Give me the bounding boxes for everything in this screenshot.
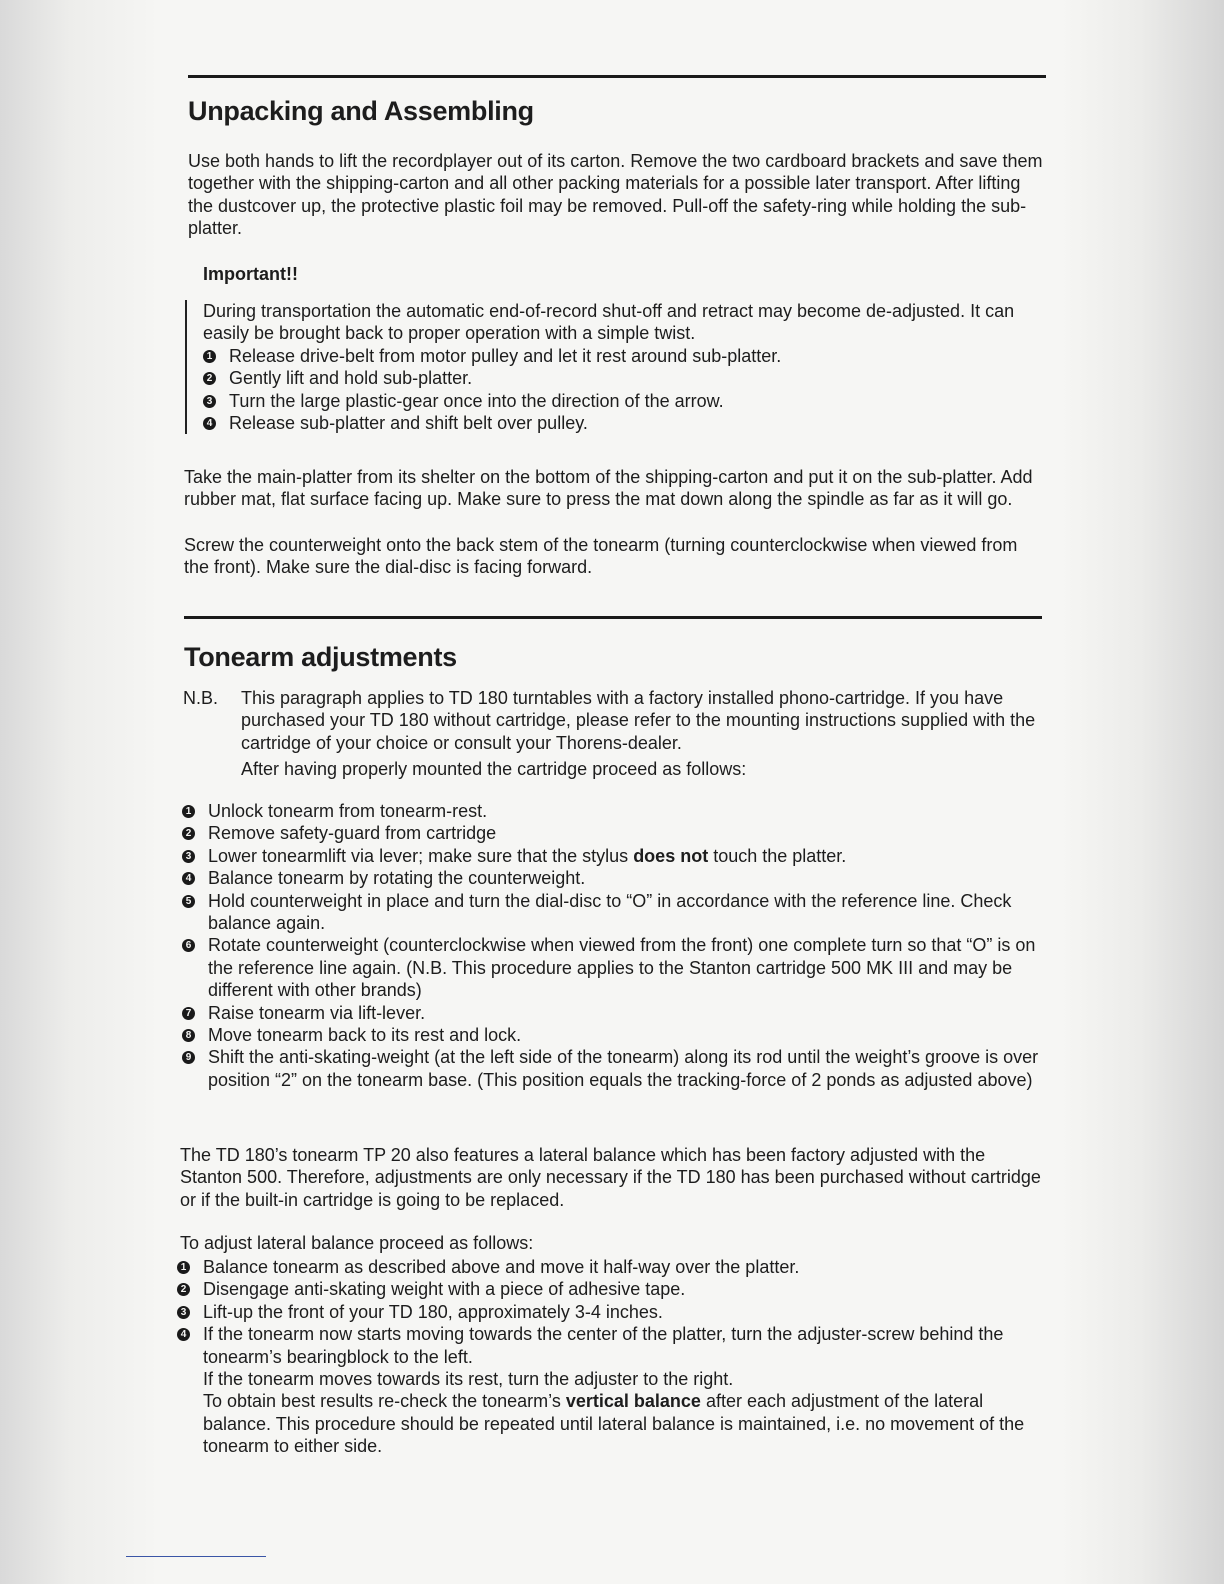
lateral-balance-lead: To adjust lateral balance proceed as follows:: [180, 1233, 534, 1253]
step-number-badge: 3: [182, 850, 195, 863]
section-divider-top: [188, 75, 1046, 78]
nb-followup: After having properly mounted the cartridge proceed as follows:: [241, 759, 747, 779]
step-number-badge: 4: [203, 417, 216, 430]
important-text: During transportation the automatic end-of-record shut-off and retract may become de-adjusted. It can easily be brought back to proper operation with a simple twist.: [203, 301, 1015, 344]
step-emphasis: does not: [633, 845, 709, 866]
nb-paragraph: This paragraph applies to TD 180 turntables with a factory installed phono-cartridge. If you have purchased your TD 180 without cartridge, please refer to the mounting instructions supplied with the cartridge of your choice or consult your Thorens-dealer.: [241, 688, 1036, 753]
step-number-badge: 3: [177, 1306, 190, 1319]
list-item: [177, 1323, 1043, 1457]
step-text: Gently lift and hold sub-platter.: [229, 368, 473, 389]
list-item: [203, 390, 1068, 412]
step-text: Hold counterweight in place and turn the dial-disc to “O” in accordance with the reference line. Check balance again.: [208, 890, 1012, 934]
step-number-badge: 1: [182, 805, 195, 818]
list-item: [182, 1002, 1048, 1024]
step-number-badge: 4: [182, 872, 195, 885]
step-text: Remove safety-guard from cartridge: [208, 823, 497, 844]
list-item: [203, 367, 1068, 389]
step-number-badge: 2: [203, 372, 216, 385]
step-text: If the tonearm moves towards its rest, turn the adjuster to the right.: [203, 1369, 734, 1390]
list-item: [177, 1256, 1043, 1278]
step-text-part: after each adjustment of the lateral balance. This procedure should be repeated until lateral balance is maintained, i.e. no movement of the tonearm to either side.: [203, 1391, 1025, 1457]
step-text: [203, 1390, 1043, 1457]
step-text: Release sub-platter and shift belt over pulley.: [229, 413, 588, 434]
list-item: [203, 345, 1068, 367]
step-number-badge: 1: [177, 1261, 190, 1274]
step-number-badge: 4: [177, 1328, 190, 1341]
step-number-badge: 3: [203, 395, 216, 408]
step-text: Rotate counterweight (counterclockwise when viewed from the front) one complete turn so that “O” is on the reference line again. (N.B. This procedure applies to the Stanton cartridge 500 MK III and may be different with other brands): [208, 935, 1036, 1001]
list-item: [182, 867, 1048, 889]
list-item: [182, 845, 1048, 867]
step-number-badge: 8: [182, 1029, 195, 1042]
step-number-badge: 2: [177, 1283, 190, 1296]
step-text: Raise tonearm via lift-lever.: [208, 1002, 426, 1023]
step-text: Move tonearm back to its rest and lock.: [208, 1025, 522, 1046]
counterweight-paragraph: Screw the counterweight onto the back stem of the tonearm (turning counterclockwise when viewed from the front). Make sure the dial-disc is facing forward.: [184, 535, 1018, 578]
step-number-badge: 1: [203, 350, 216, 363]
lateral-steps: [177, 1256, 1043, 1458]
step-text: Lift-up the front of your TD 180, approximately 3-4 inches.: [203, 1301, 663, 1322]
step-text: Disengage anti-skating weight with a piece of adhesive tape.: [203, 1279, 686, 1300]
section-heading-unpacking: Unpacking and Assembling: [188, 96, 534, 126]
section-divider-middle: [184, 616, 1042, 619]
important-callout: [185, 300, 1068, 434]
step-text: Shift the anti-skating-weight (at the left side of the tonearm) along its rod until the weight’s groove is over position “2” on the tonearm base. (This position equals the tracking-force of 2 ponds as adjusted above): [208, 1047, 1039, 1090]
list-item: [182, 1024, 1048, 1046]
step-emphasis: vertical balance: [565, 1391, 701, 1412]
list-item: [177, 1278, 1043, 1300]
step-text: Balance tonearm by rotating the counterweight.: [208, 868, 586, 889]
step-number-badge: 5: [182, 895, 195, 908]
step-text: Unlock tonearm from tonearm-rest.: [208, 801, 488, 821]
section-heading-tonearm: Tonearm adjustments: [184, 642, 457, 672]
step-text-part: To obtain best results re-check the tonearm’s: [203, 1391, 566, 1412]
tonearm-steps: [182, 800, 1048, 1091]
unpacking-intro: Use both hands to lift the recordplayer out of its carton. Remove the two cardboard brackets and save them together with the shipping-carton and all other packing materials for a possible later transport. After lifting the dustcover up, the protective plastic foil may be removed. Pull-off the safety-ring while holding the sub-platter.: [188, 151, 1043, 239]
step-text: Balance tonearm as described above and move it half-way over the platter.: [203, 1257, 800, 1277]
bottom-edge-mark: [126, 1556, 266, 1557]
important-steps: [203, 345, 1068, 435]
step-number-badge: 6: [182, 939, 195, 952]
step-text: Lower tonearmlift via lever; make sure that the stylus: [208, 845, 634, 866]
list-item: [203, 412, 1068, 434]
step-number-badge: 7: [182, 1007, 195, 1020]
platter-paragraph: Take the main-platter from its shelter on the bottom of the shipping-carton and put it on the sub-platter. Add rubber mat, flat surface facing up. Make sure to press the mat down along the spindle as far as it will go.: [184, 467, 1033, 510]
step-text: Turn the large plastic-gear once into the direction of the arrow.: [229, 390, 724, 411]
nb-label: N.B.: [183, 688, 219, 708]
step-text: Release drive-belt from motor pulley and let it rest around sub-platter.: [229, 345, 782, 366]
important-label: Important!!: [203, 264, 298, 284]
list-item: [182, 1046, 1048, 1091]
step-number-badge: 2: [182, 827, 195, 840]
step-number-badge: 9: [182, 1051, 195, 1064]
list-item: [177, 1301, 1043, 1323]
step-text: touch the platter.: [708, 845, 847, 866]
list-item: [182, 822, 1048, 844]
list-item: [182, 934, 1048, 1001]
lateral-balance-intro: The TD 180’s tonearm TP 20 also features a lateral balance which has been factory adjusted with the Stanton 500. Therefore, adjustments are only necessary if the TD 180 has been purchased without cartridge or if the built-in cartridge is going to be replaced.: [180, 1145, 1041, 1210]
list-item: [182, 800, 1048, 822]
step-text: If the tonearm now starts moving towards the center of the platter, turn the adjuster-screw behind the tonearm’s bearingblock to the left.: [203, 1324, 1004, 1367]
list-item: [182, 890, 1048, 935]
